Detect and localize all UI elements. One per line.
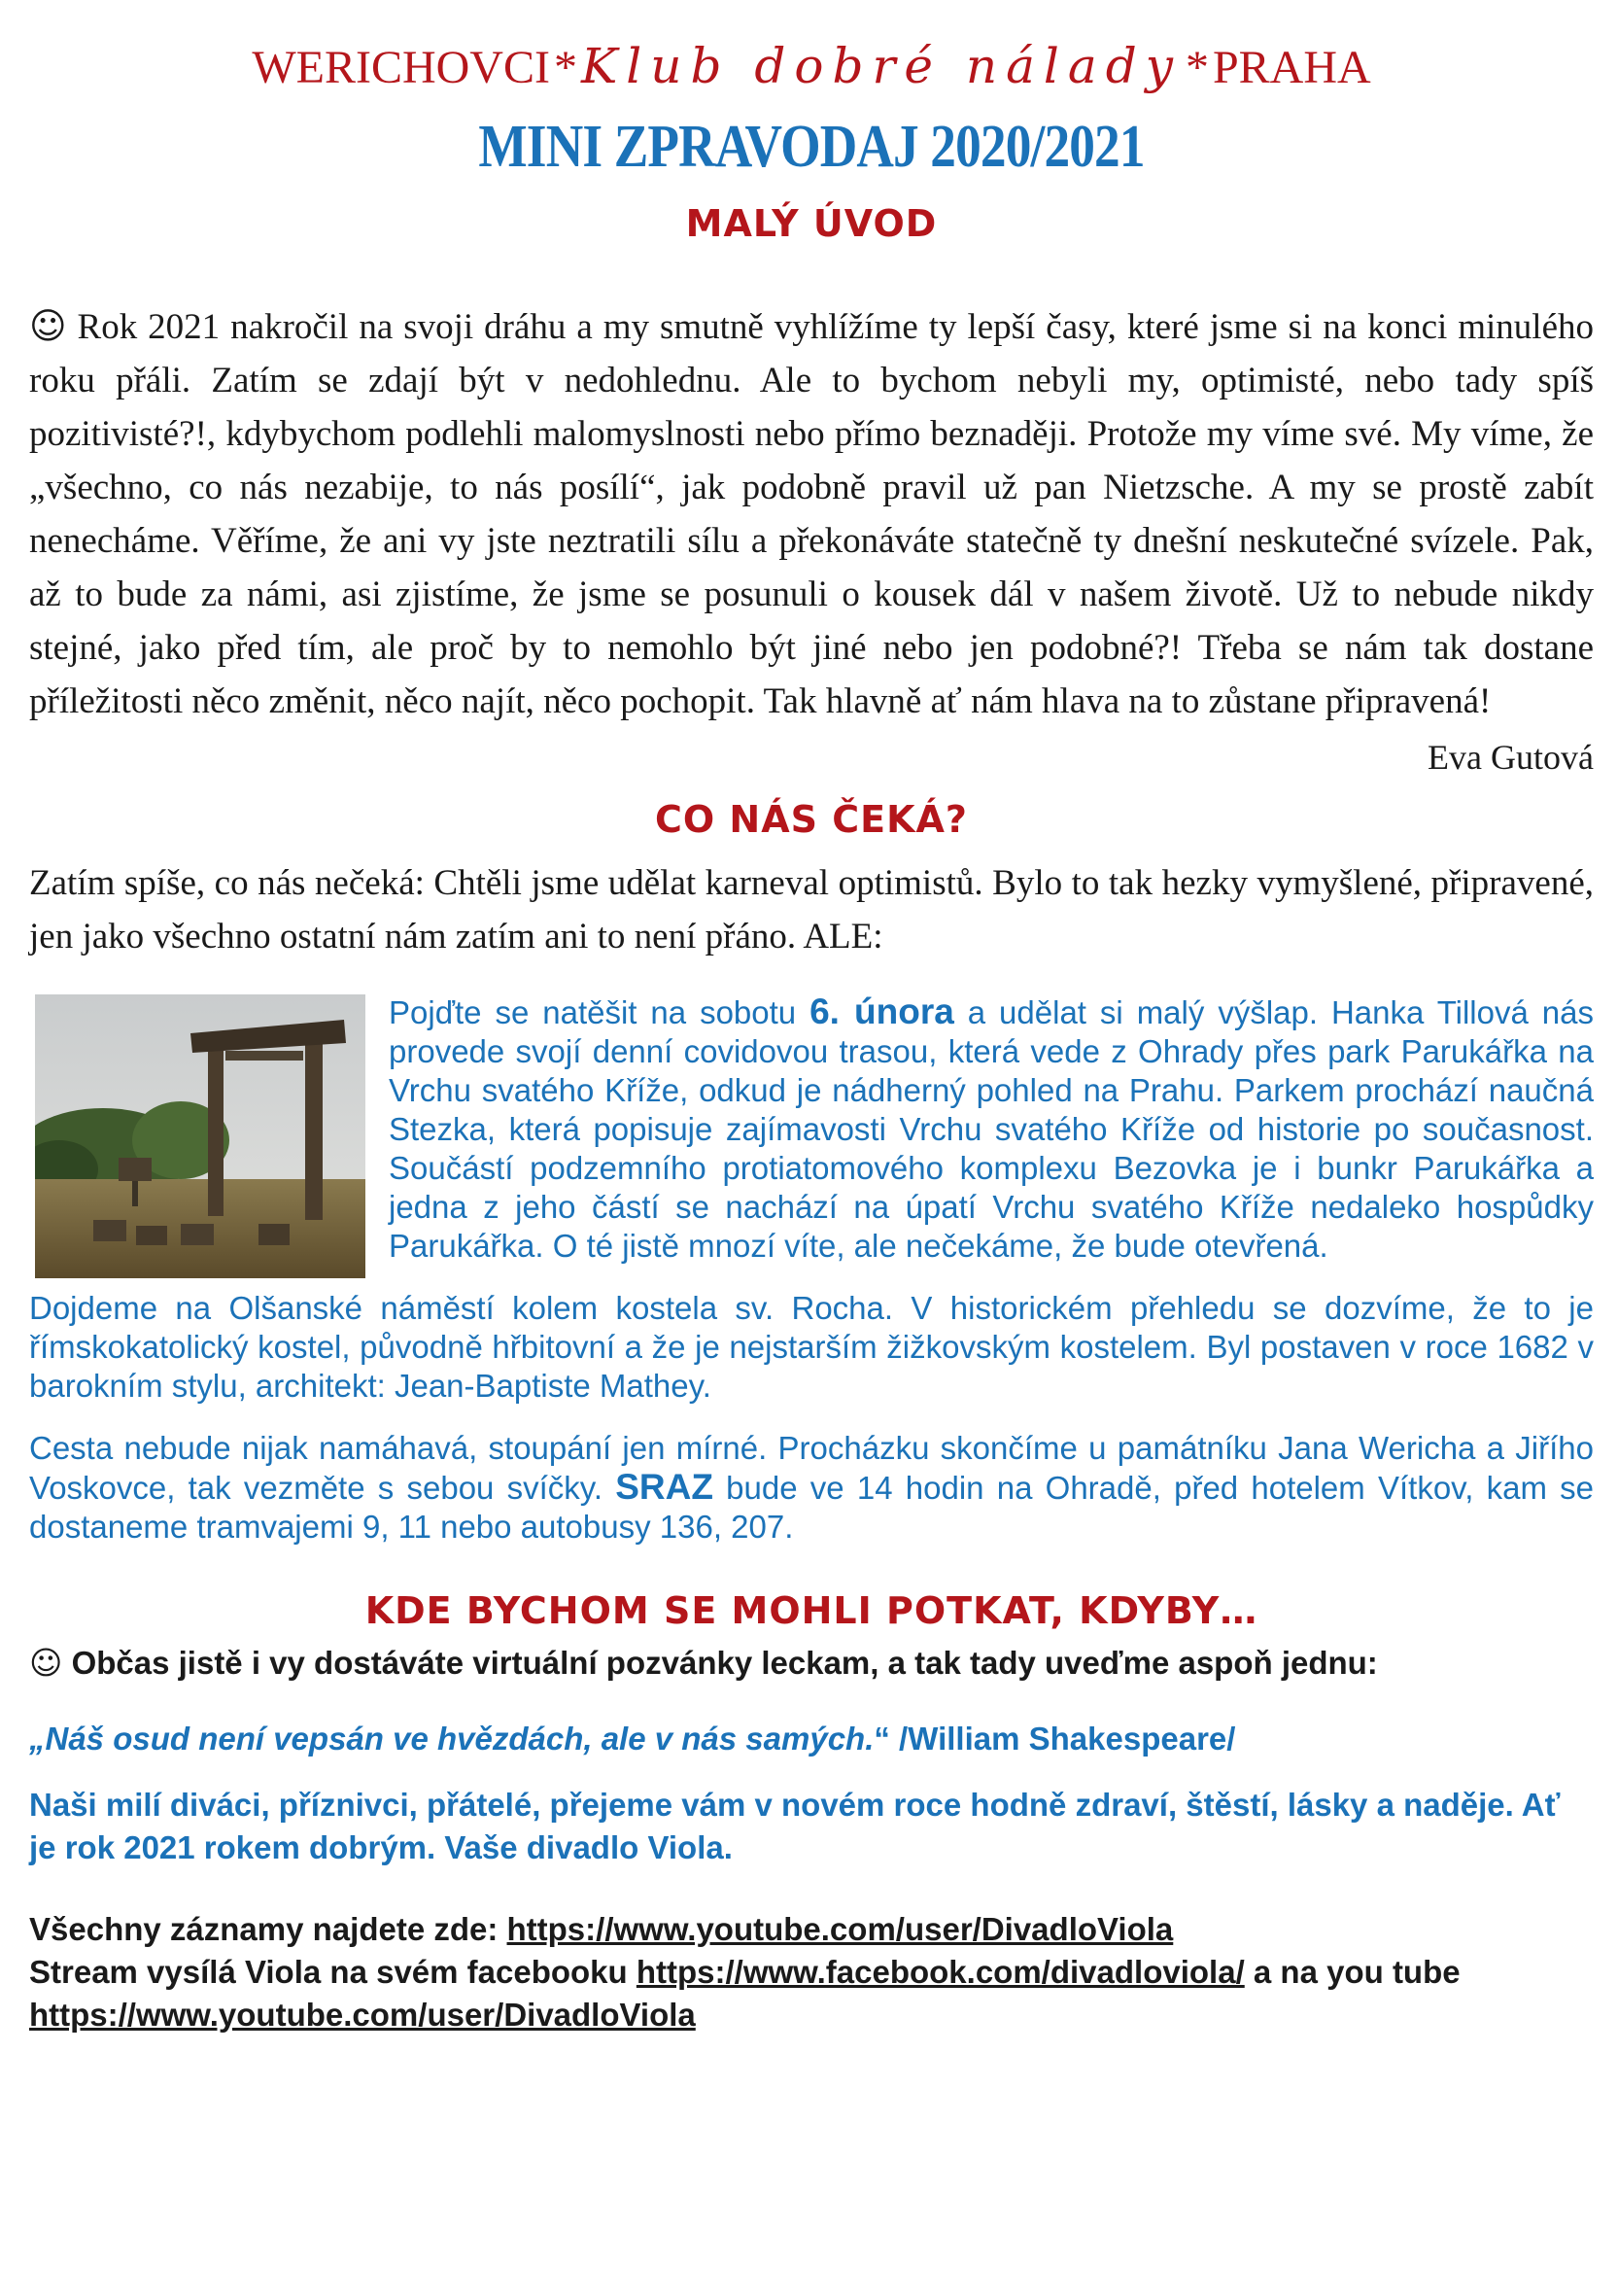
- section-heading-intro: MALÝ ÚVOD: [685, 202, 938, 245]
- trip-text-start: Pojďte se natěšit na sobotu: [389, 994, 810, 1030]
- links-label-3: a na you tube: [1244, 1954, 1461, 1990]
- quote-author: “ /William Shakespeare/: [874, 1721, 1236, 1757]
- trip-text-meeting: Cesta nebude nijak namáhavá, stoupání jen mírné. Procházku skončíme u památníku Jana Wericha a Jiřího Voskovce, tak vezměte s sebou svíčky.: [29, 1430, 1594, 1506]
- intro-paragraph: [29, 299, 1594, 728]
- trip-paragraph-3: [29, 1429, 1594, 1547]
- wish-paragraph: [29, 1784, 1594, 1869]
- smiley-icon: ☺: [29, 1644, 63, 1682]
- youtube-link[interactable]: https://www.youtube.com/user/DivadloViola: [506, 1911, 1174, 1947]
- invite-text: Občas jistě i vy dostáváte virtuální pozvánky leckam, a tak tady uveďme aspoň jednu:: [71, 1645, 1378, 1681]
- trip-text-rest: a udělat si malý výšlap. Hanka Tillová nás provede svojí denní covidovou trasou, která vede z Ohrady přes park Parukářka na Vrchu svatého Kříže, odkud je nádherný pohled na Prahu. Parkem prochází naučná Stezka, která popisuje zajímavosti Vrchu svatého Kříže od historie po současnost. Součástí podzemního protiatomového komplexu Bezovka je i bunkr Parukářka a jedna z jeho částí se nachází na úpatí Vrchu svatého Kříže nedaleko hospůdky Parukářka. O té jistě mnozí víte, ale nečekáme, že bude otevřená.: [389, 994, 1594, 1264]
- trip-text-place: bude ve 14 hodin na Ohradě, před hotelem Vítkov, kam se dostaneme tramvajemi 9, 11 nebo autobusy 136, 207.: [29, 1470, 1595, 1545]
- links-paragraph: [29, 1908, 1594, 2036]
- ceka-paragraph: Zatím spíše, co nás nečeká: Chtěli jsme udělat karneval optimistů. Bylo to tak hezky vymyšlené, připravené, jen jako všechno ostatní nám zatím ani to není přáno. ALE:: [29, 863, 1594, 957]
- smiley-icon: ☺: [29, 305, 67, 347]
- links-label-2: Stream vysílá Viola na svém facebooku: [29, 1954, 637, 1990]
- masthead-star: *: [1185, 42, 1209, 93]
- intro-text: Rok 2021 nakročil na svoji dráhu a my smutně vyhlížíme ty lepší časy, které jsme si na konci minulého roku přáli. Zatím se zdají být v nedohlednu. Ale to bychom nebyli my, optimisté, nebo tady spíš pozitivisté?!, kdybychom podlehli malomyslnosti nebo přímo beznaději. Protože my víme své. My víme, že „všechno, co nás nezabije, to nás posílí“, jak podobně pravil už pan Nietzsche. A my se prostě zabít nenecháme. Věříme, že ani vy jste neztratili sílu a překonáváte statečně ty dnešní neskutečné svízele. Pak, až to bude za námi, asi zjistíme, že jsme se posunuli o kousek dál v našem životě. Už to nebude nikdy stejné, jako před tím, ale proč by to nemohlo být jiné nebo jen podobné?! Třeba se nám tak dostane příležitosti něco změnit, něco najít, něco pochopit. Tak hlavně ať nám hlava na to zůstane připravená!: [29, 307, 1595, 721]
- youtube-link-2[interactable]: https://www.youtube.com/user/DivadloViola: [29, 1997, 696, 2033]
- shakespeare-quote: [29, 1718, 1594, 1760]
- park-gate-photo: [35, 994, 365, 1278]
- trip-date: 6. února: [809, 991, 954, 1031]
- invite-paragraph: [29, 1642, 1594, 1685]
- sraz-label: SRAZ: [615, 1467, 713, 1507]
- section-heading-ceka: CO NÁS ČEKÁ?: [655, 798, 968, 841]
- section-heading-kde: KDE BYCHOM SE MOHLI POTKAT, KDYBY…: [364, 1589, 1258, 1632]
- trip-section: [29, 992, 1594, 1547]
- masthead-club-name: Klub dobré nálady: [580, 38, 1182, 94]
- masthead-left: WERICHOVCI: [252, 42, 550, 93]
- newsletter-page: [29, 0, 1594, 2036]
- quote-text: „Náš osud není vepsán ve hvězdách, ale v nás samých.: [29, 1721, 875, 1757]
- links-label-1: Všechny záznamy najdete zde:: [29, 1911, 507, 1947]
- trip-paragraph-2: Dojdeme na Olšanské náměstí kolem kostela sv. Rocha. V historickém přehledu se dozvíme, že to je římskokatolický kostel, původně hřbitovní a že je nejstarším žižkovským kostelem. Byl postaven v roce 1682 v barokním stylu, architekt: Jean-Baptiste Mathey.: [29, 1290, 1594, 1404]
- facebook-link[interactable]: https://www.facebook.com/divadloviola/: [636, 1954, 1245, 1990]
- masthead-star: *: [553, 42, 577, 93]
- masthead: [29, 27, 1594, 105]
- wish-text: Naši milí diváci, příznivci, přátelé, přejeme vám v novém roce hodně zdraví, štěstí, lásky a naděje. Ať je rok 2021 rokem dobrým. Vaše divadlo Viola.: [29, 1787, 1561, 1865]
- masthead-right: PRAHA: [1212, 42, 1371, 93]
- author-signature: Eva Gutová: [1428, 738, 1594, 777]
- newsletter-title: MINI ZPRAVODAJ 2020/2021: [478, 114, 1145, 180]
